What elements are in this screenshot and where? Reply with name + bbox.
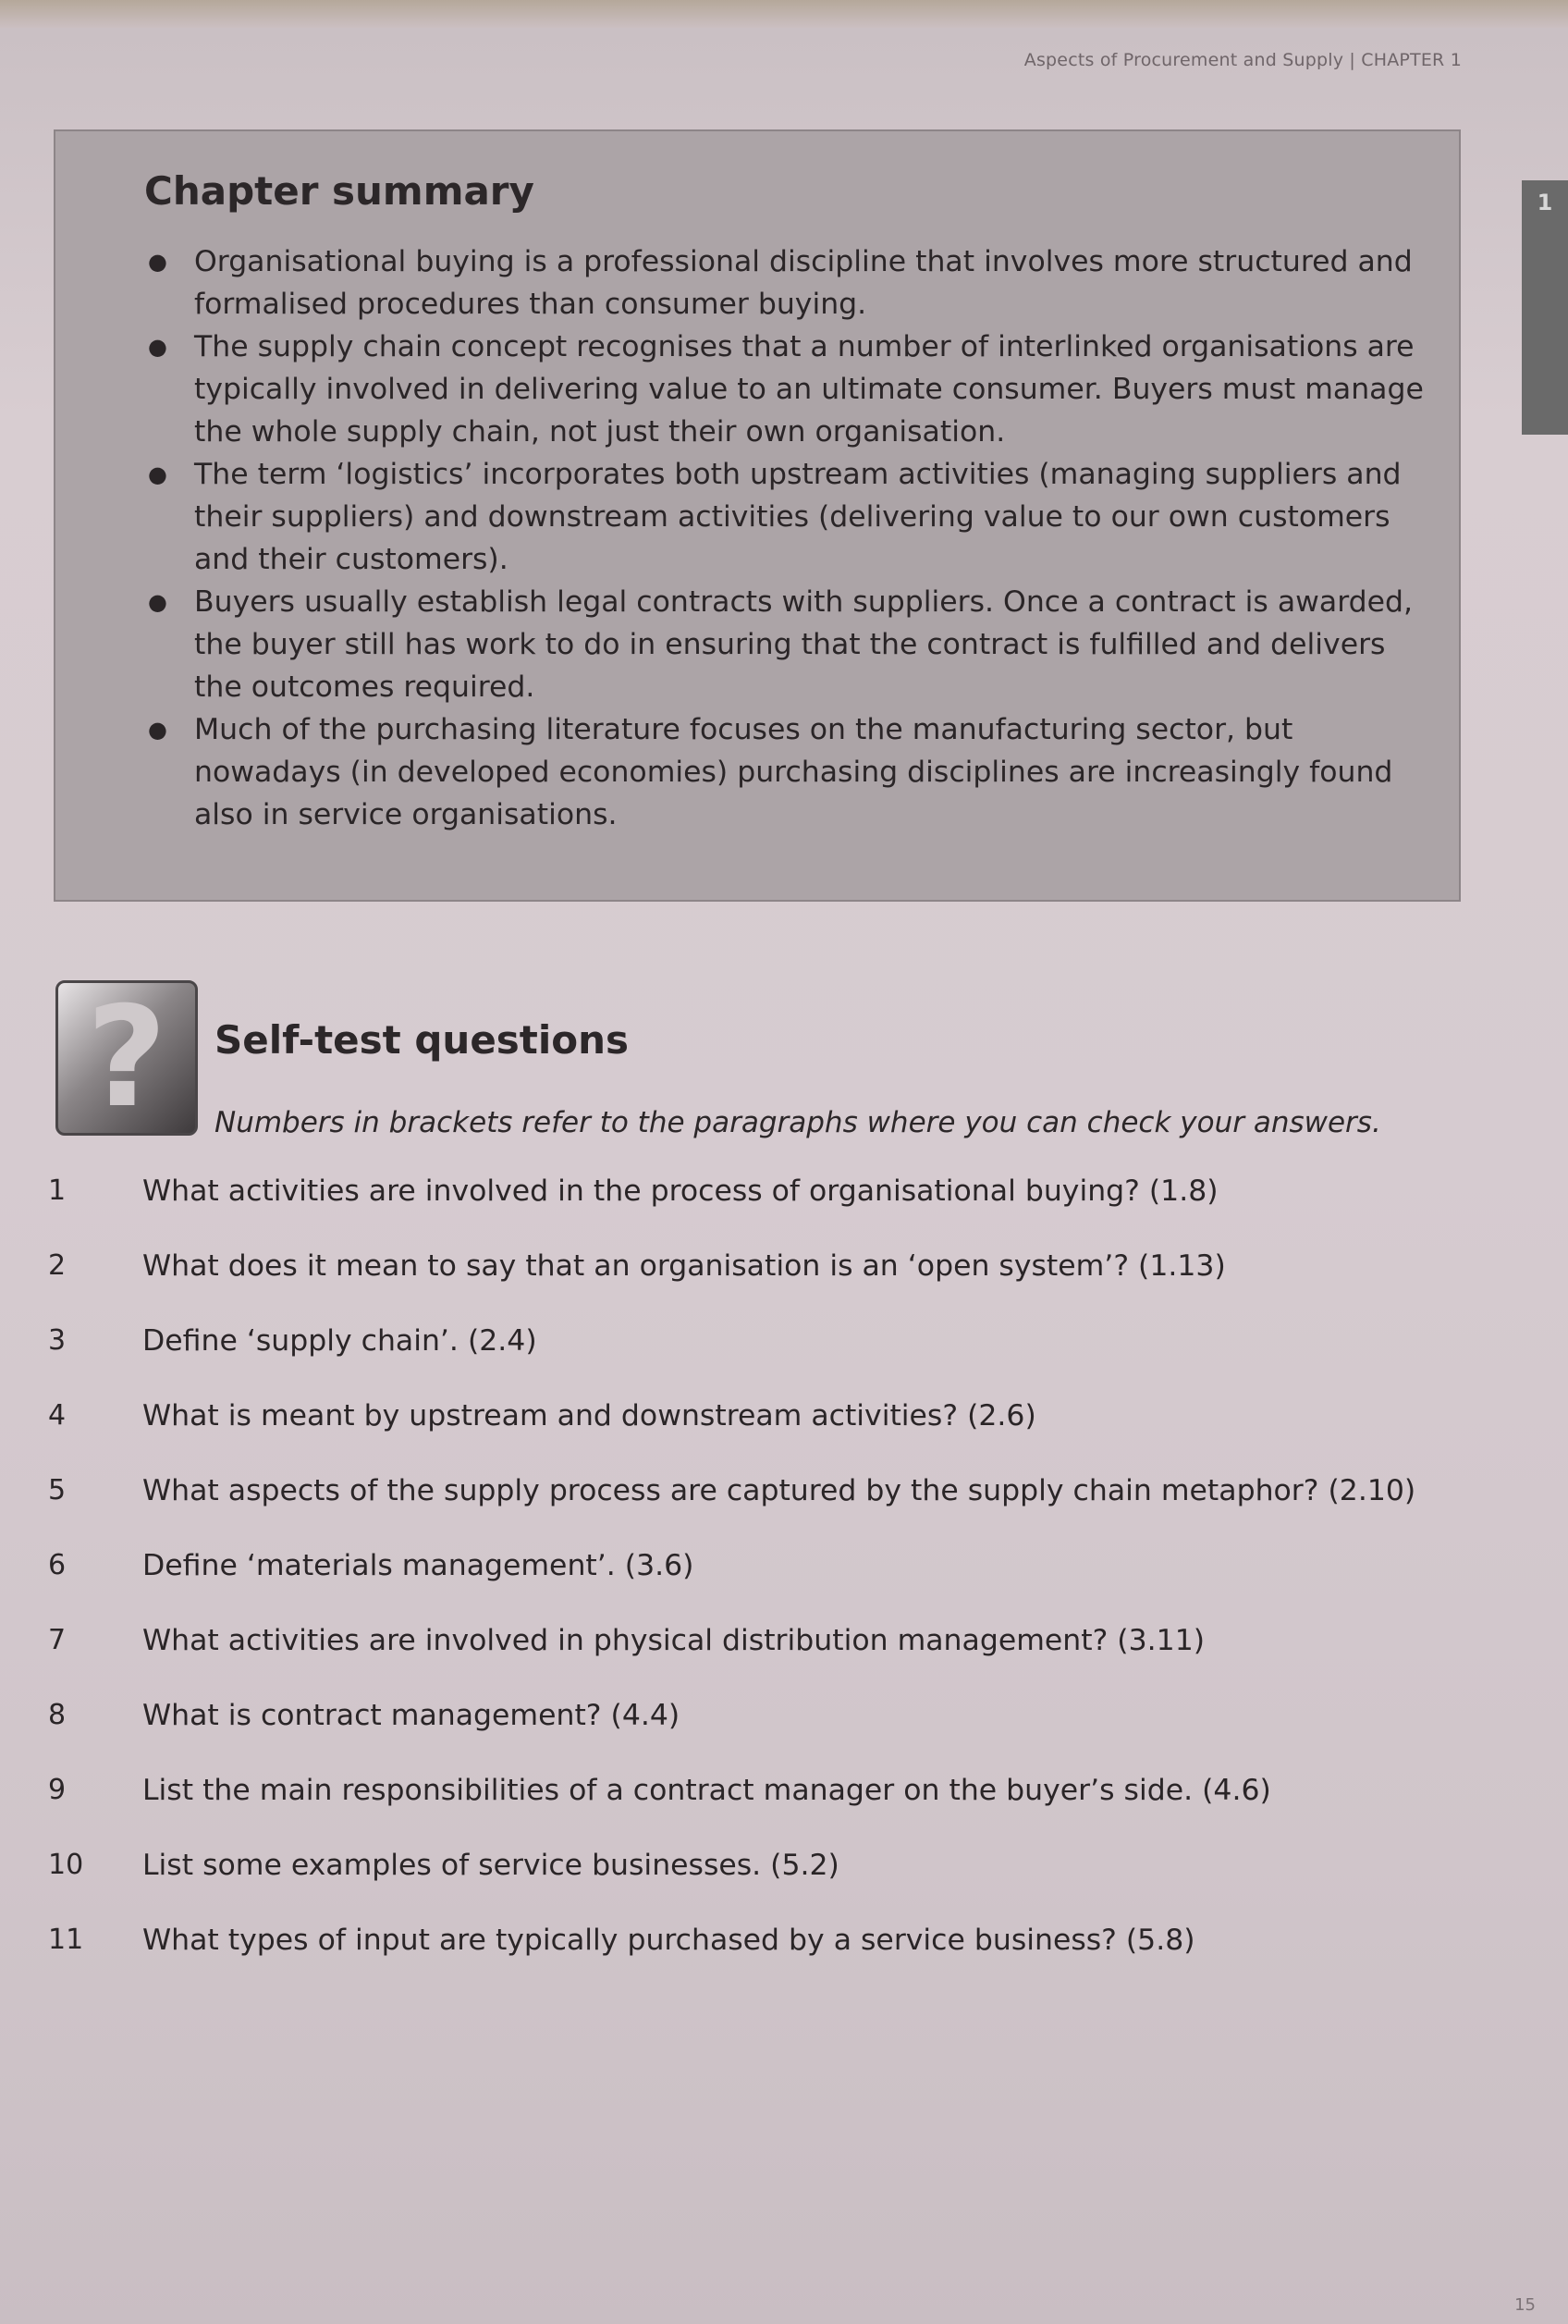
- question-item: [0, 1249, 1568, 1296]
- summary-bullet-text: The term ‘logistics’ incorporates both upstream activities (managing suppliers and their suppliers) and downstream activities (delivering value to our own customers and their customers).: [194, 458, 1402, 576]
- summary-bullet: [148, 326, 1424, 453]
- chapter-tab-number: 1: [1537, 190, 1553, 215]
- bullet-icon: ●: [148, 461, 167, 487]
- summary-bullet: [148, 240, 1424, 326]
- question-item: [0, 1924, 1568, 1970]
- question-text: List some examples of service businesses. (5.2): [142, 1849, 839, 1882]
- summary-bullet-text: The supply chain concept recognises that a number of interlinked organisations are typically involved in delivering value to an ultimate consumer. Buyers must manage the whole supply chain, not just their own organisation.: [194, 330, 1424, 449]
- question-text: What activities are involved in physical distribution management? (3.11): [142, 1624, 1206, 1657]
- question-item: [0, 1324, 1568, 1371]
- question-text: Define ‘materials management’. (3.6): [142, 1549, 694, 1582]
- self-test-note: Numbers in brackets refer to the paragraphs where you can check your answers.: [214, 1106, 1381, 1139]
- summary-bullet: [148, 581, 1424, 708]
- question-number: 5: [48, 1474, 67, 1506]
- chapter-summary-box: [54, 129, 1461, 902]
- chapter-tab: [1522, 180, 1568, 435]
- question-item: [0, 1624, 1568, 1670]
- summary-bullet: [148, 708, 1424, 836]
- summary-bullet-text: Much of the purchasing literature focuses on the manufacturing sector, but nowadays (in developed economies) purchasing disciplines are increasingly found also in service organisations.: [194, 713, 1393, 831]
- question-item: [0, 1849, 1568, 1895]
- question-number: 7: [48, 1624, 67, 1656]
- question-number: 8: [48, 1699, 67, 1731]
- self-test-title: Self-test questions: [214, 1017, 630, 1063]
- question-text: What is contract management? (4.4): [142, 1699, 680, 1732]
- question-text: List the main responsibilities of a contract manager on the buyer’s side. (4.6): [142, 1774, 1271, 1807]
- page-top-edge: [0, 0, 1568, 28]
- summary-bullet: [148, 453, 1424, 581]
- question-item: [0, 1474, 1568, 1520]
- question-item: [0, 1549, 1568, 1595]
- running-header: Aspects of Procurement and Supply | CHAPTER 1: [1023, 50, 1462, 70]
- bullet-icon: ●: [148, 717, 167, 743]
- summary-bullet-text: Organisational buying is a professional discipline that involves more structured and formalised procedures than consumer buying.: [194, 245, 1413, 321]
- question-number: 4: [48, 1399, 67, 1432]
- question-number: 3: [48, 1324, 67, 1357]
- question-item: [0, 1774, 1568, 1820]
- bullet-icon: ●: [148, 249, 167, 275]
- question-text: What activities are involved in the process of organisational buying? (1.8): [142, 1174, 1219, 1208]
- question-text: What types of input are typically purchased by a service business? (5.8): [142, 1924, 1195, 1957]
- bullet-icon: ●: [148, 589, 167, 615]
- question-mark-icon: ?: [55, 980, 198, 1136]
- question-item: [0, 1699, 1568, 1745]
- chapter-summary-title: Chapter summary: [144, 168, 534, 214]
- question-number: 2: [48, 1249, 67, 1282]
- question-number: 1: [48, 1174, 67, 1207]
- question-number: 9: [48, 1774, 67, 1806]
- question-text: Define ‘supply chain’. (2.4): [142, 1324, 537, 1358]
- question-text: What is meant by upstream and downstream activities? (2.6): [142, 1399, 1036, 1433]
- page-number: 15: [1514, 2295, 1536, 2315]
- question-number: 11: [48, 1924, 84, 1956]
- question-item: [0, 1399, 1568, 1445]
- chapter-summary-list: [148, 240, 1424, 836]
- bullet-icon: ●: [148, 334, 167, 360]
- summary-bullet-text: Buyers usually establish legal contracts with suppliers. Once a contract is awarded, the buyer still has work to do in ensuring that the contract is fulfilled and delivers the outcomes required.: [194, 585, 1413, 704]
- question-number: 6: [48, 1549, 67, 1581]
- question-item: [0, 1174, 1568, 1221]
- question-number: 10: [48, 1849, 84, 1881]
- question-text: What does it mean to say that an organisation is an ‘open system’? (1.13): [142, 1249, 1226, 1283]
- question-text: What aspects of the supply process are captured by the supply chain metaphor? (2.10): [142, 1474, 1416, 1507]
